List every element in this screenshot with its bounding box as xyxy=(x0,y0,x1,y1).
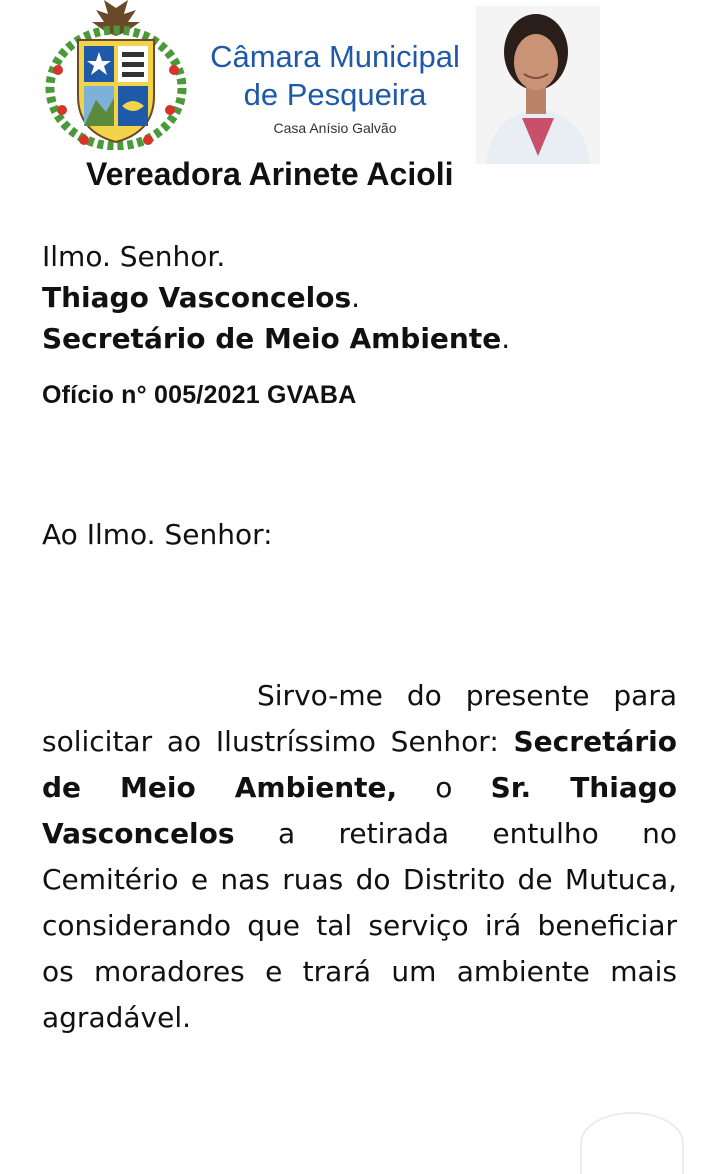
org-name xyxy=(190,38,480,114)
recipient-address xyxy=(42,236,682,359)
body-bold2: Sr. Thiago Vasconcelos xyxy=(42,771,677,850)
decorative-arc xyxy=(580,1112,684,1174)
letterhead xyxy=(0,0,719,215)
recipient-role-punct: . xyxy=(501,322,511,355)
recipient-role-line xyxy=(42,318,682,359)
body-part3: a retirada entulho no Cemitério e nas ruas do Distrito de Mutuca, considerando que tal serviço irá beneficiar os moradores e trará um ambiente mais agradável. xyxy=(42,817,677,1034)
recipient-name: Thiago Vasconcelos xyxy=(42,281,352,314)
recipient-role: Secretário de Meio Ambiente xyxy=(42,322,502,355)
recipient-name-line xyxy=(42,277,682,318)
body-bold1: Secretário de Meio Ambiente, xyxy=(42,725,677,804)
body-part2: o xyxy=(397,771,491,804)
oficio-number: Ofício n° 005/2021 GVABA xyxy=(42,381,357,409)
org-name-line1: Câmara Municipal xyxy=(210,39,460,74)
letter-body xyxy=(42,673,677,1041)
recipient-greeting: Ilmo. Senhor. xyxy=(42,240,226,273)
salutation: Ao Ilmo. Senhor: xyxy=(42,518,273,551)
councilor-title: Vereadora Arinete Acioli xyxy=(86,156,454,192)
org-name-line2: de Pesqueira xyxy=(243,77,427,112)
recipient-name-punct: . xyxy=(351,281,361,314)
org-subtitle: Casa Anísio Galvão xyxy=(273,120,397,136)
body-part1: Sirvo-me do presente para solicitar ao Ilustríssimo Senhor: xyxy=(42,679,677,758)
councilor-portrait xyxy=(476,6,600,164)
municipal-coat-of-arms-icon xyxy=(44,0,188,150)
